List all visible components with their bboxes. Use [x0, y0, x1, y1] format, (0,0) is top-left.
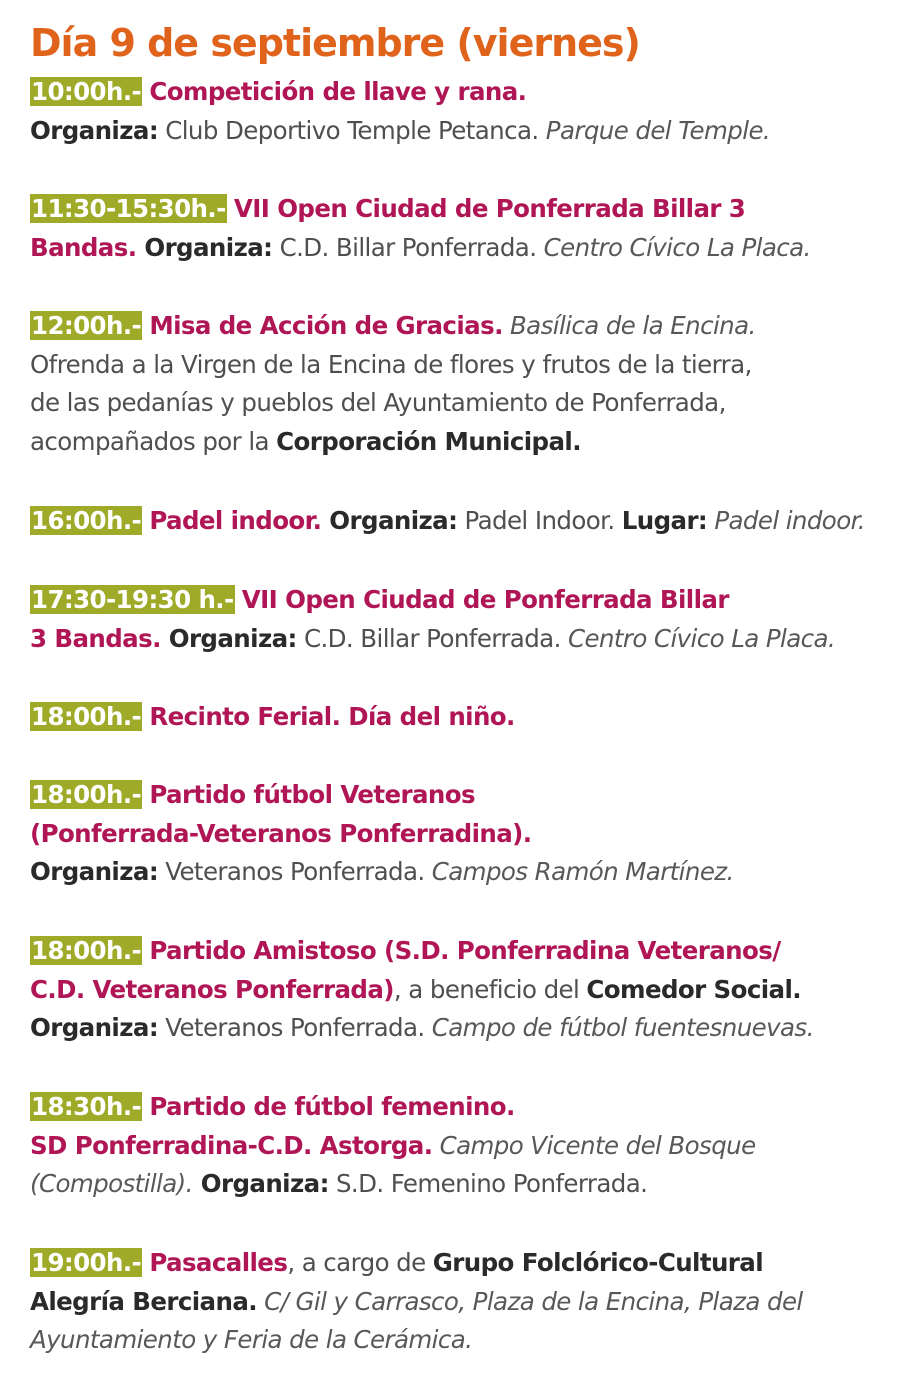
- event-line: [30, 620, 890, 659]
- event-line: [30, 307, 890, 346]
- venue-text: C/ Gil y Carrasco, Plaza de la Encina, Plaza del: [256, 1286, 803, 1316]
- event-line: [30, 698, 890, 737]
- venue-text: Basílica de la Encina.: [502, 311, 756, 340]
- event-line: [30, 1244, 890, 1283]
- event-line: [30, 423, 890, 462]
- venue-text: (Compostilla).: [30, 1169, 193, 1198]
- bold-label: Organiza:: [30, 857, 159, 886]
- plain-text: , a cargo de: [287, 1248, 433, 1277]
- event-line: [30, 1321, 890, 1360]
- event-title: VII Open Ciudad de Ponferrada Billar: [241, 585, 729, 614]
- event-item: [30, 73, 890, 150]
- event-line: [30, 581, 890, 620]
- time-badge: 16:00h.-: [31, 506, 142, 535]
- event-title: Partido Amistoso (S.D. Ponferradina Veteranos/: [149, 936, 781, 965]
- venue-text: Padel indoor.: [707, 506, 865, 535]
- event-line: [30, 73, 890, 112]
- plain-text: S.D. Femenino Ponferrada.: [328, 1169, 648, 1198]
- event-item: [30, 307, 890, 461]
- event-item: [30, 776, 890, 892]
- event-line: [30, 1165, 890, 1204]
- event-item: [30, 502, 890, 541]
- plain-text: Veteranos Ponferrada.: [158, 1013, 432, 1042]
- event-title: Padel indoor.: [149, 506, 322, 535]
- event-line: [30, 853, 890, 892]
- event-title: Competición de llave y rana.: [149, 77, 527, 106]
- time-badge: 17:30-19:30 h.-: [31, 585, 234, 614]
- event-line: [30, 1283, 890, 1322]
- time-badge: 18:00h.-: [31, 702, 142, 731]
- event-title: VII Open Ciudad de Ponferrada Billar 3: [233, 194, 746, 223]
- event-title: Partido de fútbol femenino.: [149, 1092, 515, 1121]
- venue-text: Centro Cívico La Placa.: [543, 232, 811, 262]
- event-line: [30, 932, 890, 971]
- plain-text: C.D. Billar Ponferrada.: [296, 623, 568, 653]
- time-badge: 12:00h.-: [31, 311, 142, 340]
- time-badge: 18:00h.-: [31, 780, 142, 809]
- event-line: [30, 112, 890, 151]
- event-title: C.D. Veteranos Ponferrada): [30, 974, 394, 1004]
- event-item: [30, 581, 890, 658]
- event-title: Recinto Ferial. Día del niño.: [149, 702, 515, 731]
- event-line: [30, 1009, 890, 1048]
- venue-text: Campo de fútbol fuentesnuevas.: [431, 1013, 814, 1042]
- event-item: [30, 190, 890, 267]
- bold-label: Organiza:: [192, 1169, 329, 1198]
- bold-label: Lugar:: [621, 506, 708, 535]
- bold-label: Organiza:: [136, 232, 273, 262]
- venue-text: Ayuntamiento y Feria de la Cerámica.: [30, 1325, 473, 1354]
- event-line: [30, 190, 890, 229]
- event-line: [30, 502, 890, 541]
- plain-text: Padel Indoor.: [457, 506, 622, 535]
- event-item: [30, 932, 890, 1048]
- event-title: Bandas.: [30, 232, 137, 262]
- time-badge: 18:30h.-: [31, 1092, 142, 1121]
- event-line: [30, 1088, 890, 1127]
- plain-text: C.D. Billar Ponferrada.: [272, 232, 544, 262]
- event-line: [30, 1127, 890, 1166]
- venue-text: Centro Cívico La Placa.: [567, 623, 836, 653]
- event-title: SD Ponferradina-C.D. Astorga.: [30, 1130, 433, 1160]
- event-line: [30, 776, 890, 815]
- page-title: Día 9 de septiembre (viernes): [30, 21, 640, 65]
- venue-text: Parque del Temple.: [545, 115, 771, 145]
- event-title: Pasacalles: [149, 1248, 288, 1277]
- plain-text: , a beneficio del: [393, 974, 587, 1004]
- bold-label: Grupo Folclórico-Cultural: [432, 1248, 764, 1277]
- event-line: [30, 815, 890, 854]
- venue-text: Campo Vicente del Bosque: [432, 1130, 756, 1160]
- event-title: 3 Bandas.: [30, 623, 161, 653]
- event-title: Misa de Acción de Gracias.: [149, 311, 503, 340]
- bold-label: Organiza:: [30, 1013, 159, 1042]
- bold-label: Comedor Social.: [586, 974, 801, 1004]
- event-title: (Ponferrada-Veteranos Ponferradina).: [30, 818, 532, 848]
- bold-label: Alegría Berciana.: [30, 1286, 257, 1316]
- bold-label: Organiza:: [160, 623, 297, 653]
- event-line: [30, 971, 890, 1010]
- event-title: Partido fútbol Veteranos: [149, 780, 475, 809]
- time-badge: 18:00h.-: [31, 936, 142, 965]
- event-item: [30, 1244, 890, 1360]
- plain-text: Veteranos Ponferrada.: [158, 857, 432, 886]
- time-badge: 19:00h.-: [31, 1248, 142, 1277]
- event-item: [30, 1088, 890, 1204]
- time-badge: 11:30-15:30h.-: [31, 194, 226, 223]
- venue-text: Campos Ramón Martínez.: [431, 857, 734, 886]
- plain-text: acompañados por la: [30, 426, 277, 456]
- plain-text: de las pedanías y pueblos del Ayuntamiento de Ponferrada,: [30, 388, 726, 417]
- plain-text: Ofrenda a la Virgen de la Encina de flores y frutos de la tierra,: [30, 349, 752, 379]
- plain-text: Club Deportivo Temple Petanca.: [158, 115, 546, 145]
- time-badge: 10:00h.-: [31, 77, 142, 106]
- bold-label: Organiza:: [321, 506, 458, 535]
- event-item: [30, 698, 890, 737]
- event-line: [30, 384, 890, 423]
- event-line: [30, 346, 890, 385]
- bold-label: Organiza:: [30, 115, 159, 145]
- bold-label: Corporación Municipal.: [276, 426, 581, 456]
- event-line: [30, 229, 890, 268]
